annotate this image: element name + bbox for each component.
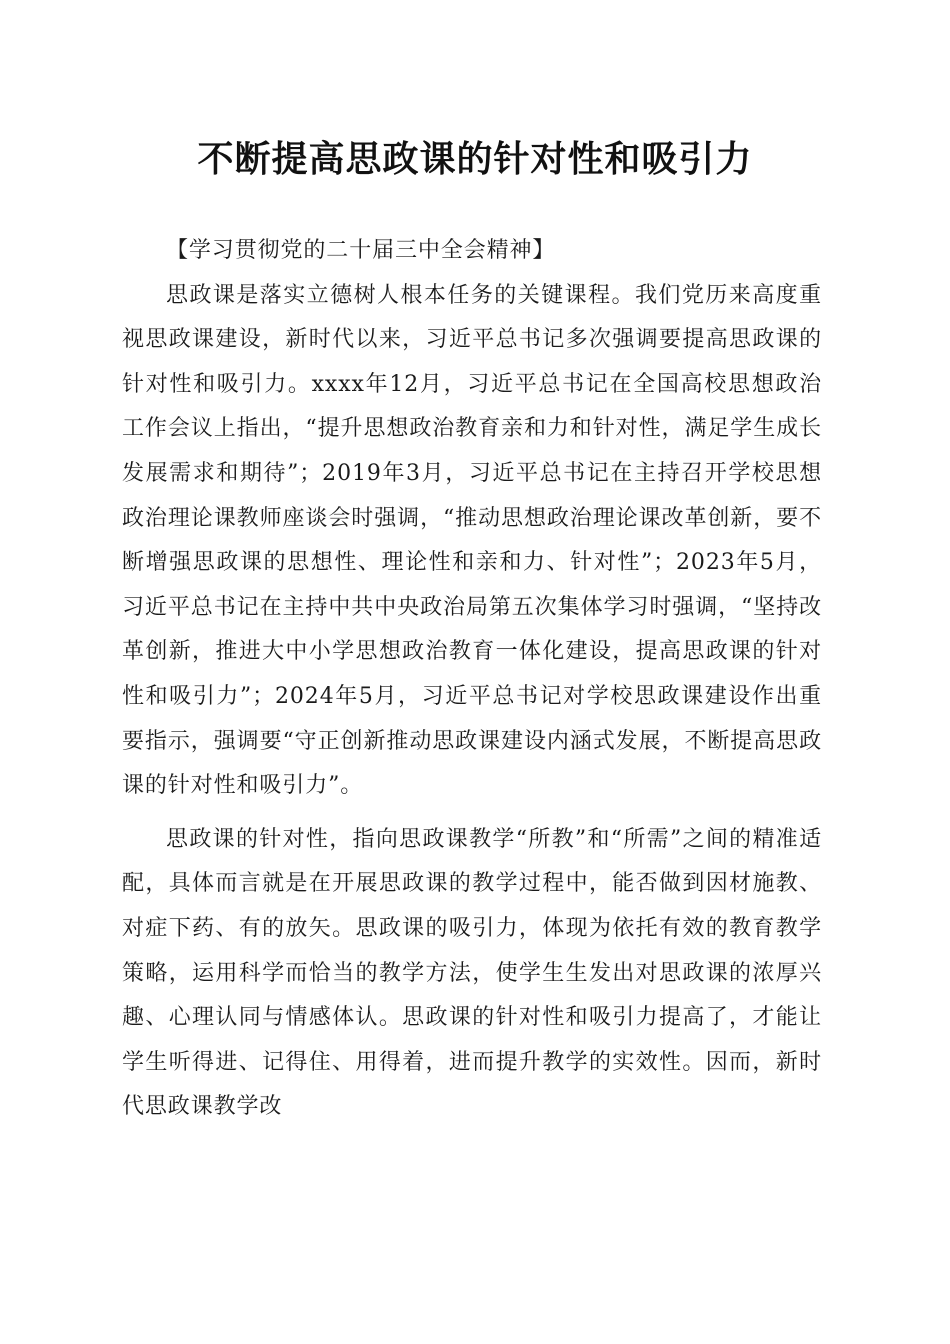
document-body — [122, 229, 822, 1130]
section-tag: 【学习贯彻党的二十届三中全会精神】 — [166, 238, 556, 263]
body-paragraph-1: 思政课是落实立德树人根本任务的关键课程。我们党历来高度重视思政课建设，新时代以来，习近平总书记多次强调要提高思政课的针对性和吸引力。xxxx年12月，习近平总书记在全国高校思想政治工作会议上指出，“提升思想政治教育亲和力和针对性，满足学生成长发展需求和期待”；2019年3月，习近平总书记在主持召开学校思想政治理论课教师座谈会时强调，“推动思想政治理论课改革创新，要不断增强思政课的思想性、理论性和亲和力、针对性”；2023年5月，习近平总书记在主持中共中央政治局第五次集体学习时强调，“坚持改革创新，推进大中小学思想政治教育一体化建设，提高思政课的针对性和吸引力”；2024年5月，习近平总书记对学校思政课建设作出重要指示，强调要“守正创新推动思政课建设内涵式发展，不断提高思政课的针对性和吸引力”。 — [122, 282, 822, 799]
body-paragraph-2: 思政课的针对性，指向思政课教学“所教”和“所需”之间的精准适配，具体而言就是在开展思政课的教学过程中，能否做到因材施教、对症下药、有的放矢。思政课的吸引力，体现为依托有效的教育教学策略，运用科学而恰当的教学方法，使学生生发出对思政课的浓厚兴趣、心理认同与情感体认。思政课的针对性和吸引力提高了，才能让学生听得进、记得住、用得着，进而提升教学的实效性。因而，新时代思政课教学改 — [122, 826, 822, 1120]
document-title: 不断提高思政课的针对性和吸引力 — [197, 138, 753, 180]
